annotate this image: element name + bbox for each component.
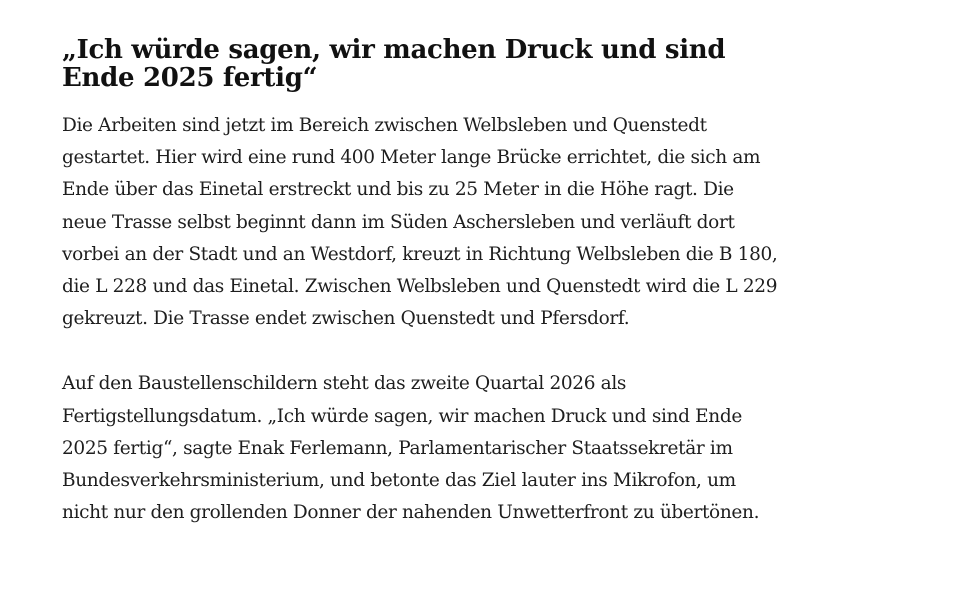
article-paragraph: Die Arbeiten sind jetzt im Bereich zwischen Welbsleben und Quenstedt gestartet. Hier wird eine rund 400 Meter lange Brücke errichtet, die sich am Ende über das Einetal erstreckt und bis zu 25 Meter in die Höhe ragt. Die neue Trasse selbst beginnt dann im Süden Aschersleben und verläuft dort vorbei an der Stadt und an Westdorf, kreuzt in Richtung Welbsleben die B 180, die L 228 und das Einetal. Zwischen Welbsleben und Quenstedt wird die L 229 gekreuzt. Die Trasse endet zwischen Quenstedt und Pfersdorf.	[62, 115, 778, 330]
article-paragraph: Auf den Baustellenschildern steht das zweite Quartal 2026 als Fertigstellungsdatum. „Ich würde sagen, wir machen Druck und sind Ende 2025 fertig“, sagte Enak Ferlemann, Parlamentarischer Staatssekretär im Bundesverkehrsministerium, und betonte das Ziel lauter ins Mikrofon, um nicht nur den grollenden Donner der nahenden Unwetterfront zu übertönen.	[62, 373, 760, 524]
article	[62, 36, 782, 529]
section-headline: „Ich würde sagen, wir machen Druck und sind Ende 2025 fertig“	[62, 35, 726, 93]
